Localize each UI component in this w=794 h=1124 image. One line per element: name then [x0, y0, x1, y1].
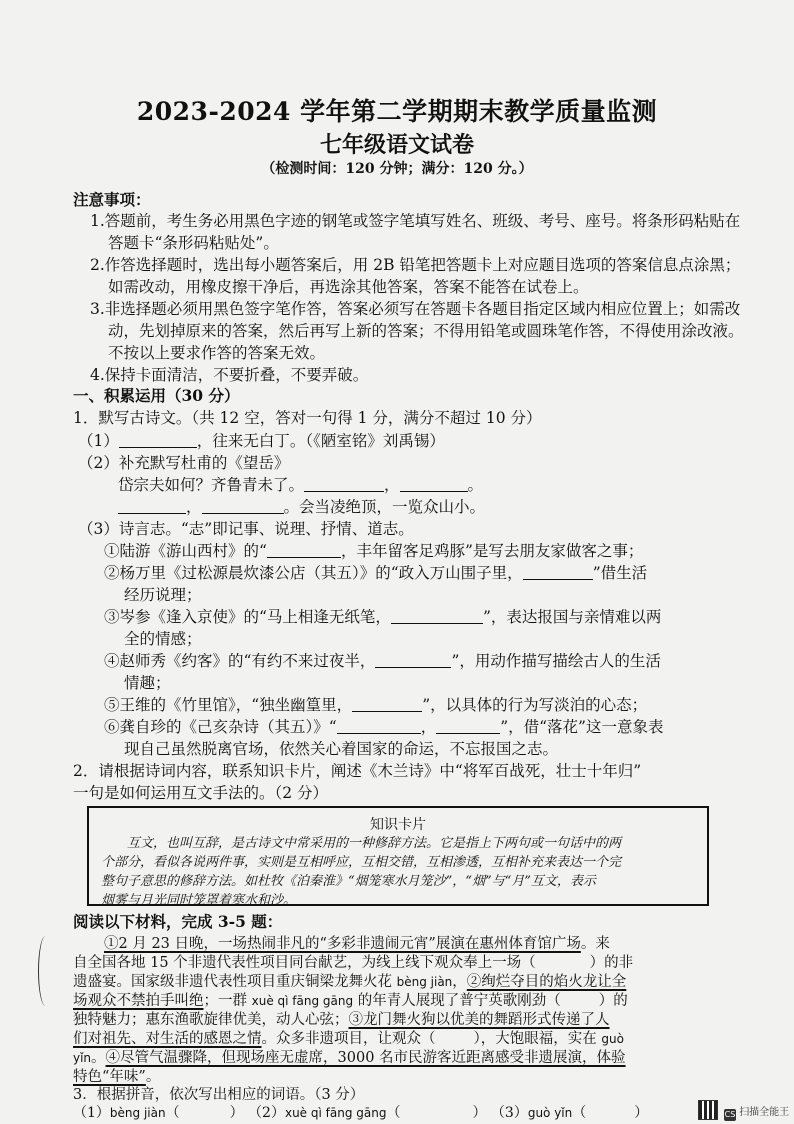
- item-text: ”，用动作描写描绘古人的生活: [451, 652, 661, 670]
- paren: （: [165, 1105, 180, 1121]
- underlined-text: 特色“年味”: [73, 1069, 146, 1085]
- answer-label: （2）: [248, 1105, 285, 1121]
- notice-heading: 注意事项：: [73, 190, 151, 209]
- notice-line: 2.作答选择题时，选出每小题答案后，用 2B 铅笔把答题卡上对应题目选项的答案信息点涂黑；: [90, 256, 741, 274]
- card-line: 个部分，看似各说两件事，实则是互相呼应，互相交错，互相渗透，互相补充来表达一个完: [101, 855, 622, 870]
- reading-line: [73, 1067, 160, 1087]
- underlined-text: 场观众不禁拍手叫绝: [73, 993, 204, 1009]
- answer-blank[interactable]: [337, 719, 421, 734]
- card-line: 整句子意思的修辞方法。如杜牧《泊秦淮》“烟笼寒水月笼沙”，“烟”与“月”互文，表示: [101, 874, 596, 889]
- margin-bracket-mark: [38, 936, 53, 1006]
- question-2-line: 2．请根据诗词内容，联系知识卡片，阐述《木兰诗》中“将军百战死，壮士十年归”: [73, 762, 642, 780]
- plain-text: ）的: [598, 993, 628, 1009]
- exam-info: （检测时间：120 分钟；满分：120 分。）: [261, 161, 533, 177]
- answer-blank[interactable]: [400, 477, 468, 492]
- poem-text: 。会当凌绝顶，一览众山小。: [283, 498, 486, 516]
- q1-part2-head: （2）补充默写杜甫的《望岳》: [78, 454, 290, 472]
- card-line: 烟雾与月光同时笼罩着寒水和沙。: [101, 893, 297, 908]
- section-heading: 一、积累运用（30 分）: [73, 386, 240, 405]
- answer-blank[interactable]: [436, 719, 500, 734]
- pinyin: bèng jiàn: [109, 1106, 166, 1120]
- item-text: ⑤王维的《竹里馆》，“独坐幽篁里，: [104, 696, 353, 714]
- reading-line: [104, 934, 610, 954]
- notice-line: 3.非选择题必须用黑色签字笔作答，答案必须写在答题卡各题目指定区域内相应位置上；如需改: [90, 300, 741, 318]
- plain-text: 。来: [580, 936, 610, 952]
- plain-text: 自全国各地 15 个非遗代表性项目同台献艺，为线上线下观众奉上一场（: [73, 955, 536, 971]
- poem-text: 岱宗夫如何？齐鲁青未了。: [118, 476, 305, 494]
- paren: ）: [229, 1105, 244, 1121]
- answer-label: （3）: [490, 1105, 528, 1121]
- item-text: ，丰年留客足鸡豚”是写去朋友家做客之事；: [340, 542, 644, 560]
- item-text: ③岑参《逢入京使》的“马上相逢无纸笔，: [104, 608, 391, 626]
- reading-line: [73, 1029, 624, 1049]
- q1-item-5: [104, 695, 647, 715]
- q1-part3-head: （3）诗言志。“志”即记事、说理、抒情、道志。: [78, 520, 414, 538]
- q1-item-4: [104, 651, 661, 671]
- reading-line: [73, 1048, 626, 1068]
- q1-part2-line1: [118, 475, 483, 495]
- q1-part1: [78, 431, 445, 451]
- item-text: ⑥龚自珍的《己亥杂诗（其五）》“: [104, 718, 337, 736]
- punct: 。: [467, 476, 484, 494]
- part-number: （1）: [78, 432, 119, 450]
- pinyin: guò yǐn: [527, 1106, 573, 1120]
- question-3-answers: [73, 1103, 648, 1123]
- exam-subtitle: 七年级语文试卷: [319, 132, 474, 158]
- notice-line: 不按以上要求作答的答案无效。: [108, 344, 326, 362]
- card-title: 知识卡片: [370, 817, 426, 833]
- answer-blank[interactable]: [391, 609, 483, 624]
- scanner-watermark: [724, 1103, 789, 1121]
- answer-blank[interactable]: [304, 477, 384, 492]
- item-text: ②杨万里《过松源晨炊漆公店（其五）》的“政入万山围子里，: [104, 564, 523, 582]
- plain-text: 独特魅力；惠东渔歌旋律优美，动人心弦；: [73, 1012, 349, 1028]
- answer-blank[interactable]: [352, 697, 422, 712]
- punct: ，: [186, 498, 202, 516]
- q1-item-3: [104, 607, 661, 627]
- pinyin: guò: [601, 1032, 624, 1046]
- underlined-text: ③龙门舞火狗以优美的舞蹈形式传递了人: [348, 1012, 610, 1028]
- q1-item-6-cont: 现自己虽然脱离官场，依然关心着国家的命运，不忘报国之志。: [124, 740, 559, 758]
- q1-part2-line2: [118, 497, 485, 517]
- plain-text: 。众多非遗项目，让观众（: [261, 1031, 436, 1047]
- plain-text: 。: [145, 1069, 161, 1085]
- paren: ）: [472, 1105, 487, 1121]
- q1-item-6: [104, 717, 663, 737]
- reading-line: [73, 972, 626, 992]
- reading-heading: 阅读以下材料，完成 3-5 题：: [73, 912, 283, 931]
- item-text: ①陆游《游山西村》的“: [104, 542, 267, 560]
- q1-item-1: [104, 541, 643, 561]
- notice-line: 动，先划掉原来的答案，然后再写上新的答案；不得用铅笔或圆珠笔作答，不得使用涂改液。: [108, 322, 744, 340]
- underlined-text: ②绚烂夺目的焰火龙让全: [466, 974, 627, 990]
- answer-blank[interactable]: [119, 433, 197, 448]
- answer-blank[interactable]: [523, 565, 593, 580]
- underlined-text: ④尽管气温骤降，但现场座无虚席，3000 名市民游客近距离感受非遗展演，体验: [105, 1050, 626, 1066]
- item-text: ”，以具体的行为写淡泊的心态；: [422, 696, 648, 714]
- pinyin: yǐn: [73, 1051, 92, 1065]
- paren: （: [386, 1105, 401, 1121]
- reading-line: [73, 1010, 610, 1030]
- plain-text: ，: [452, 974, 467, 990]
- item-text: ”，借“落花”这一意象表: [500, 718, 664, 736]
- plain-text: 遗盛宴。国家级非遗代表性项目重庆铜梁龙舞火花: [73, 974, 397, 990]
- plain-text: 的年青人展现了普宁英歌刚劲（: [353, 993, 561, 1009]
- reading-line: [73, 953, 633, 973]
- q1-item-2: [104, 563, 647, 583]
- notice-line: 1.答题前，考生务必用黑色字迹的钢笔或签字笔填写姓名、班级、考号、座号。将条形码粘贴在: [90, 212, 741, 230]
- watermark-text: 扫描全能王: [739, 1107, 790, 1118]
- cs-logo-icon: CS: [724, 1110, 736, 1119]
- knowledge-card: [87, 806, 709, 906]
- plain-text: ），大饱眼福，实在: [473, 1031, 602, 1047]
- paren: ）: [634, 1105, 649, 1121]
- answer-blank[interactable]: [375, 653, 451, 668]
- plain-text: 。: [91, 1050, 106, 1066]
- exam-title: 2023-2024 学年第二学期期末教学质量监测: [136, 97, 658, 126]
- part-text: ，往来无白丁。（《陋室铭》刘禹锡）: [196, 432, 445, 450]
- card-line: 互文，也叫互辞，是古诗文中常采用的一种修辞方法。它是指上下两句或一句话中的两: [127, 836, 622, 851]
- question-2-line: 一句是如何运用互文手法的。（2 分）: [73, 784, 329, 802]
- question-3-stem: 3．根据拼音，依次写出相应的词语。（3 分）: [73, 1087, 365, 1103]
- pinyin: xuè qì fāng gāng: [284, 1106, 387, 1120]
- pinyin: bèng jiàn: [396, 975, 453, 989]
- pinyin: xuè qì fāng gāng: [251, 994, 354, 1008]
- paren: （: [572, 1105, 587, 1121]
- underlined-text: ①2 月 23 日晚，一场热闹非凡的“多彩非遗闹元宵”展演在惠州体育馆广场: [104, 936, 581, 952]
- card-body: [101, 834, 699, 910]
- answer-blank[interactable]: [202, 499, 284, 514]
- answer-blank[interactable]: [267, 543, 341, 558]
- question-1-stem: 1．默写古诗文。（共 12 空，答对一句得 1 分，满分不超过 10 分）: [73, 409, 542, 427]
- underlined-text: 们对祖先、对生活的感恩之情: [73, 1031, 262, 1047]
- punct: ，: [384, 476, 400, 494]
- q1-item-2-cont: 经历说理；: [124, 586, 202, 604]
- answer-blank[interactable]: [118, 499, 186, 514]
- qr-code-icon: [698, 1100, 718, 1120]
- notice-line: 4.保持卡面清洁，不要折叠，不要弄破。: [90, 366, 369, 384]
- item-text: ④赵师秀《约客》的“有约不来过夜半，: [104, 652, 376, 670]
- plain-text: ；一群: [203, 993, 252, 1009]
- q1-item-3-cont: 全的情感；: [124, 630, 202, 648]
- plain-text: ）的非: [589, 955, 634, 971]
- reading-line: [73, 991, 628, 1011]
- item-text: ”，表达报国与亲情难以两: [482, 608, 662, 626]
- notice-line: 答题卡“条形码粘贴处”。: [108, 234, 279, 252]
- item-text: ，: [420, 718, 437, 736]
- q1-item-4-cont: 情趣；: [124, 674, 171, 692]
- answer-label: （1）: [73, 1105, 110, 1121]
- notice-line: 如需改动，用橡皮擦干净后，再选涂其他答案，答案不能答在试卷上。: [108, 278, 589, 296]
- item-text: ”借生活: [592, 564, 648, 582]
